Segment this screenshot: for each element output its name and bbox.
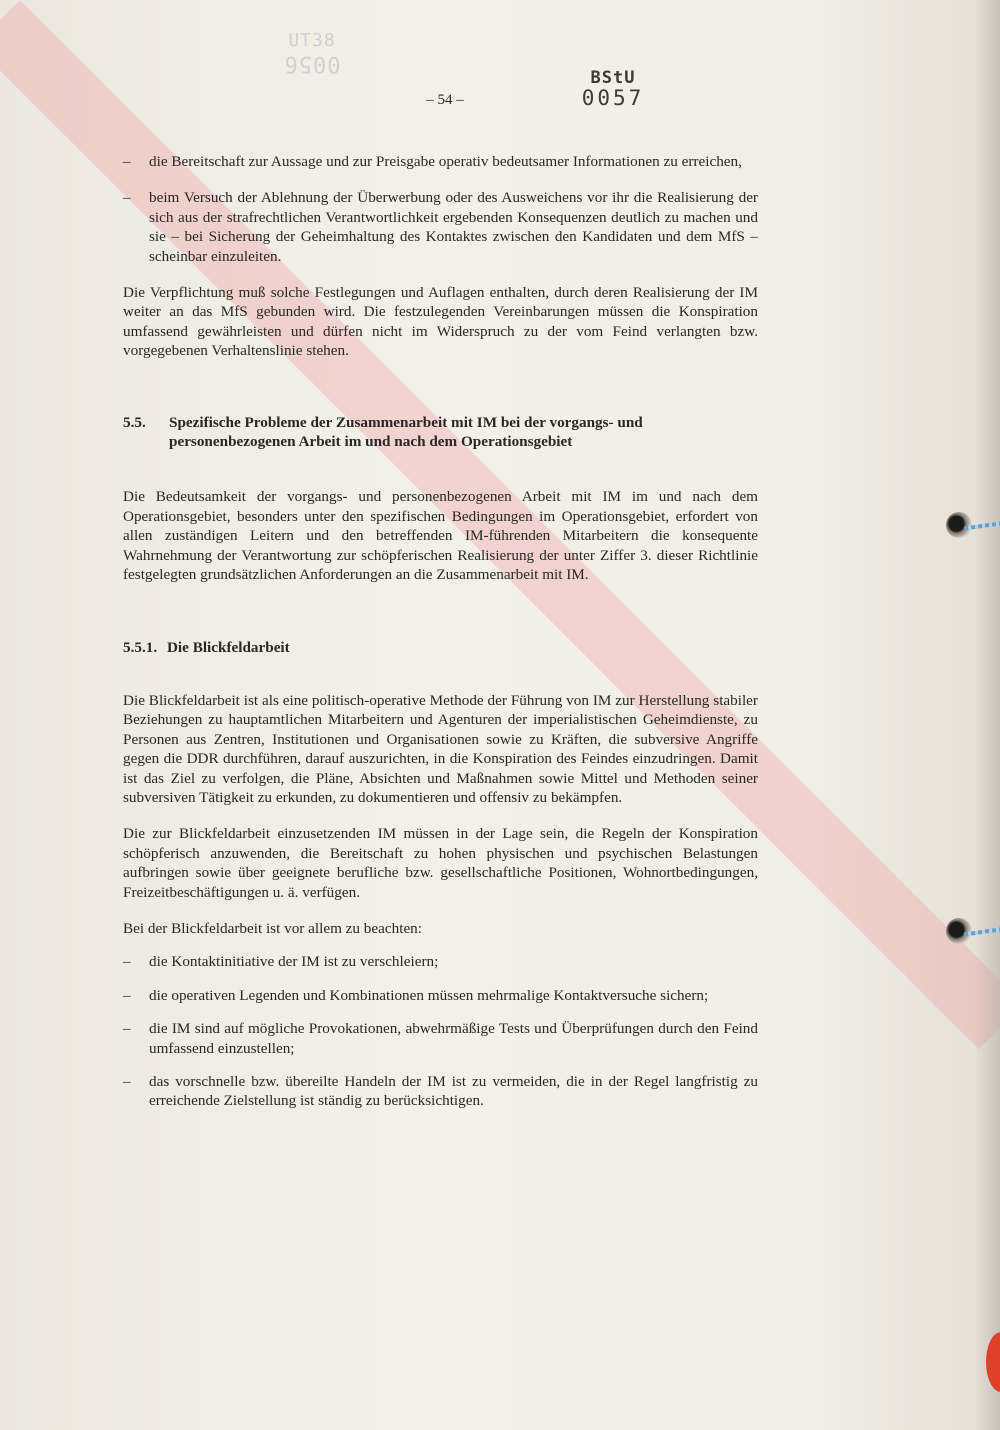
list-item-text: die Kontaktinitiative der IM ist zu verschleiern; xyxy=(149,953,439,971)
paragraph-blickfeldarbeit-2: Die zur Blickfeldarbeit einzusetzenden IM müssen in der Lage sein, die Regeln der Konspiration schöpferisch anzuwenden, die Bereitschaft zu hohen physischen und psychischen Belastungen aufbringen sowie über geeignete berufliche bzw. gesellschaftliche Positionen, Wohnortbedingungen, Freizeitbeschäftigungen u. ä. verfügen. xyxy=(123,825,758,901)
list-dash: – xyxy=(123,153,131,170)
faint-archive-stamp xyxy=(262,30,362,74)
page-edge-shadow xyxy=(974,0,1000,1430)
paragraph-verpflichtung: Die Verpflichtung muß solche Festlegungen und Auflagen enthalten, durch deren Realisierung der IM weiter an das MfS gebunden wird. Die festzulegenden Vereinbarungen müssen die Konspiration umfassend gewährleisten und dürfen nicht im Widerspruch zu der vom Feind verlangten bzw. vorgegebenen Verhaltenslinie stehen. xyxy=(123,284,758,360)
section-number: 5.5. xyxy=(123,413,146,431)
list-dash: – xyxy=(123,1020,131,1038)
list-item xyxy=(123,952,758,971)
bstu-archive-stamp xyxy=(568,68,658,110)
section-title: Spezifische Probleme der Zusammenarbeit mit IM bei der vorgangs- und personenbezogenen Arbeit im und nach dem Operationsgebiet xyxy=(169,413,643,451)
section-heading-5-5-1 xyxy=(123,638,758,657)
list-item xyxy=(123,1072,758,1111)
list-item xyxy=(123,986,758,1005)
list-dash: – xyxy=(123,986,131,1004)
paragraph-blickfeldarbeit-1: Die Blickfeldarbeit ist als eine politisch-operative Methode der Führung von IM zur Herstellung stabiler Beziehungen zu hauptamtlichen Mitarbeitern und Agenturen der imperialistischen Geheimdienste, zu Personen aus Zentren, Institutionen und Organisationen sowie zu Kräften, die subversive Angriffe gegen die DDR durchführen, darauf auszurichten, in die Konspiration des Feindes einzudringen. Damit ist das Ziel zu verfolgen, die Pläne, Absichten und Maßnahmen sowie Mittel und Methoden seiner subversiven Tätigkeit zu erkunden, zu dokumentieren und offensiv zu bekämpfen. xyxy=(123,691,758,806)
page-number: – 54 – xyxy=(426,92,464,108)
faint-stamp-line2: 0056 xyxy=(283,51,341,76)
list-item-text: die operativen Legenden und Kombinationen müssen mehrmalige Kontaktversuche sichern; xyxy=(149,986,709,1004)
binder-hole-bottom xyxy=(946,918,976,948)
list-dash: – xyxy=(123,189,131,207)
page-content xyxy=(123,152,758,1111)
list-dash: – xyxy=(123,1073,131,1090)
faint-stamp-line1: UT38 xyxy=(288,30,336,51)
list-item xyxy=(123,152,758,171)
section-title: Die Blickfeldarbeit xyxy=(166,638,290,656)
list-item-text: die Bereitschaft zur Aussage und zur Preisgabe operativ bedeutsamer Informationen zu erreichen, xyxy=(149,153,742,170)
archive-agency: BStU xyxy=(590,68,636,88)
archive-number: 0057 xyxy=(581,86,645,110)
section-heading-5-5 xyxy=(123,413,758,452)
list-item xyxy=(123,1019,758,1058)
binder-hole-top xyxy=(946,512,976,542)
list-intro: Bei der Blickfeldarbeit ist vor allem zu beachten: xyxy=(123,919,422,937)
list-dash: – xyxy=(123,953,131,971)
section-number: 5.5.1. xyxy=(123,638,158,656)
list-item-text: das vorschnelle bzw. übereilte Handeln der IM ist zu vermeiden, die in der Regel langfristig zu erreichende Zielstellung ist ständig zu berücksichtigen. xyxy=(149,1073,758,1110)
list-item-text: beim Versuch der Ablehnung der Überwerbung oder des Ausweichens vor ihr die Realisierung der sich aus der strafrechtlichen Verantwortlichkeit ergebenden Konsequenzen deutlich zu machen und sie – bei Sicherung der Geheimhaltung des Kontaktes zwischen den Kandidaten und dem MfS – scheinbar einzuleiten. xyxy=(149,189,758,265)
list-item-text: die IM sind auf mögliche Provokationen, abwehrmäßige Tests und Überprüfungen durch den Feind umfassend einzustellen; xyxy=(149,1020,758,1057)
list-item xyxy=(123,188,758,266)
paragraph-section-5-5: Die Bedeutsamkeit der vorgangs- und personenbezogenen Arbeit mit IM im und nach dem Operationsgebiet, besonders unter den spezifischen Bedingungen im Operationsgebiet, erfordert von allen zuständigen Leitern und den betreffenden IM-führenden Mitarbeitern die konsequente Wahrnehmung der Verantwortung zur schöpferischen Realisierung der unter Ziffer 3. dieser Richtlinie festgelegten grundsätzlichen Anforderungen an die Zusammenarbeit mit IM. xyxy=(123,488,758,584)
